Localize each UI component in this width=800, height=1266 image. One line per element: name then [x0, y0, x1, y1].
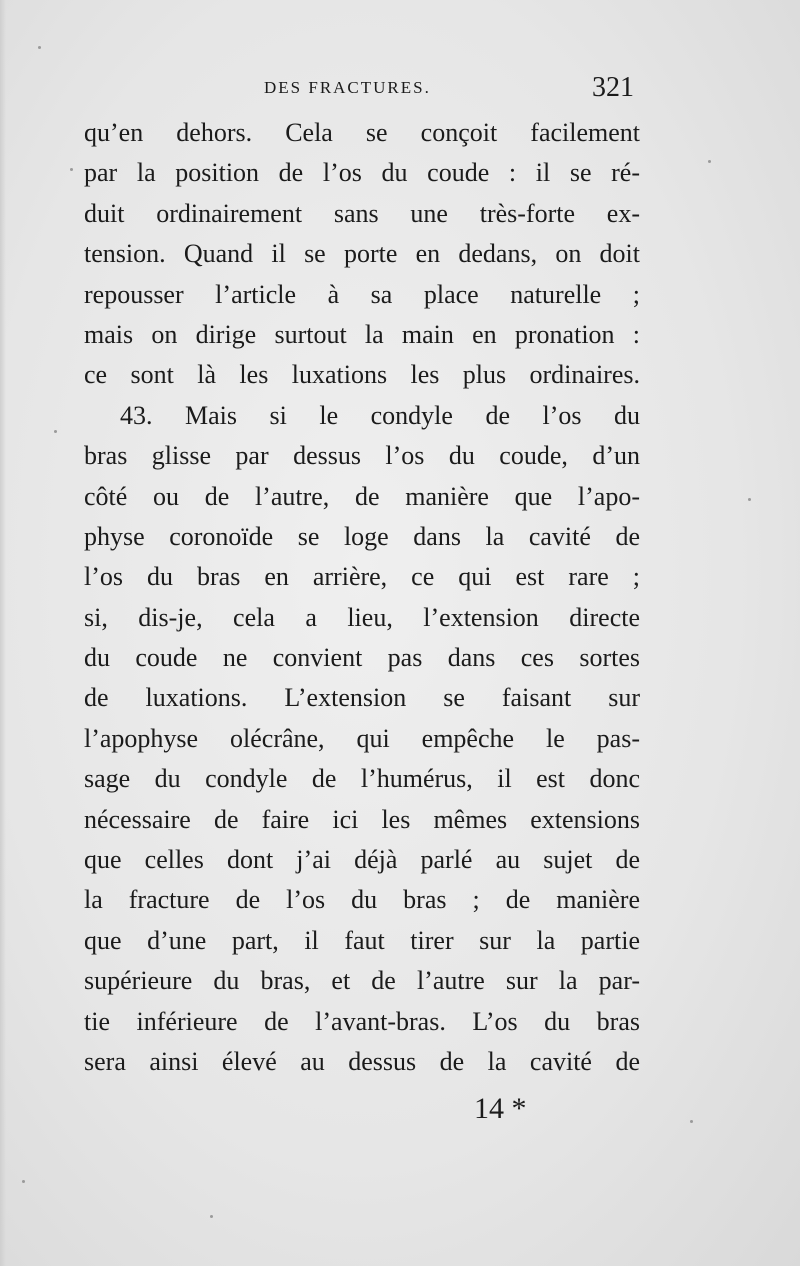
- text-line: nécessaire de faire ici les mêmes extensions: [84, 804, 640, 834]
- text-line: bras glisse par dessus l’os du coude, d’un: [84, 441, 640, 471]
- text-line: ce sont là les luxations les plus ordinaires.: [84, 360, 640, 390]
- paper-speck: [708, 160, 711, 163]
- paper-speck: [70, 168, 73, 171]
- text-line: duit ordinairement sans une très-forte ex-: [84, 198, 640, 228]
- text-line: l’os du bras en arrière, ce qui est rare ;: [84, 562, 640, 592]
- text-line: que celles dont j’ai déjà parlé au sujet de: [84, 845, 640, 875]
- text-line: si, dis-je, cela a lieu, l’extension directe: [84, 602, 640, 632]
- paper-speck: [690, 1120, 693, 1123]
- paper-speck: [54, 430, 57, 433]
- text-line: l’apophyse olécrâne, qui empêche le pas-: [84, 723, 640, 753]
- text-line: supérieure du bras, et de l’autre sur la par-: [84, 966, 640, 996]
- paper-speck: [210, 1215, 213, 1218]
- text-line: physe coronoïde se loge dans la cavité de: [84, 521, 640, 551]
- text-line: sage du condyle de l’humérus, il est donc: [84, 764, 640, 794]
- page-number: 321: [592, 72, 634, 103]
- text-line: mais on dirige surtout la main en pronation :: [84, 319, 640, 349]
- body-text: [84, 113, 640, 1082]
- text-line: de luxations. L’extension se faisant sur: [84, 683, 640, 713]
- text-line: sera ainsi élevé au dessus de la cavité de: [84, 1046, 640, 1076]
- text-line: qu’en dehors. Cela se conçoit facilement: [84, 118, 640, 147]
- paper-speck: [22, 1180, 25, 1183]
- text-line: du coude ne convient pas dans ces sortes: [84, 643, 640, 673]
- text-line: côté ou de l’autre, de manière que l’apo-: [84, 481, 640, 511]
- paragraph-start-line: 43. Mais si le condyle de l’os du: [120, 400, 640, 430]
- text-line: repousser l’article à sa place naturelle ;: [84, 279, 640, 309]
- text-line: que d’une part, il faut tirer sur la partie: [84, 925, 640, 955]
- text-line: tension. Quand il se porte en dedans, on doit: [84, 239, 640, 269]
- paper-speck: [748, 498, 751, 501]
- paper-speck: [38, 46, 41, 49]
- text-line: la fracture de l’os du bras ; de manière: [84, 885, 640, 915]
- running-head-title: DES FRACTURES.: [264, 78, 431, 97]
- text-line: tie inférieure de l’avant-bras. L’os du bras: [84, 1006, 640, 1036]
- signature-mark: 14 *: [474, 1092, 527, 1125]
- running-head: [84, 72, 640, 104]
- page-edge-shadow: [0, 0, 6, 1266]
- text-line: par la position de l’os du coude : il se ré-: [84, 158, 640, 188]
